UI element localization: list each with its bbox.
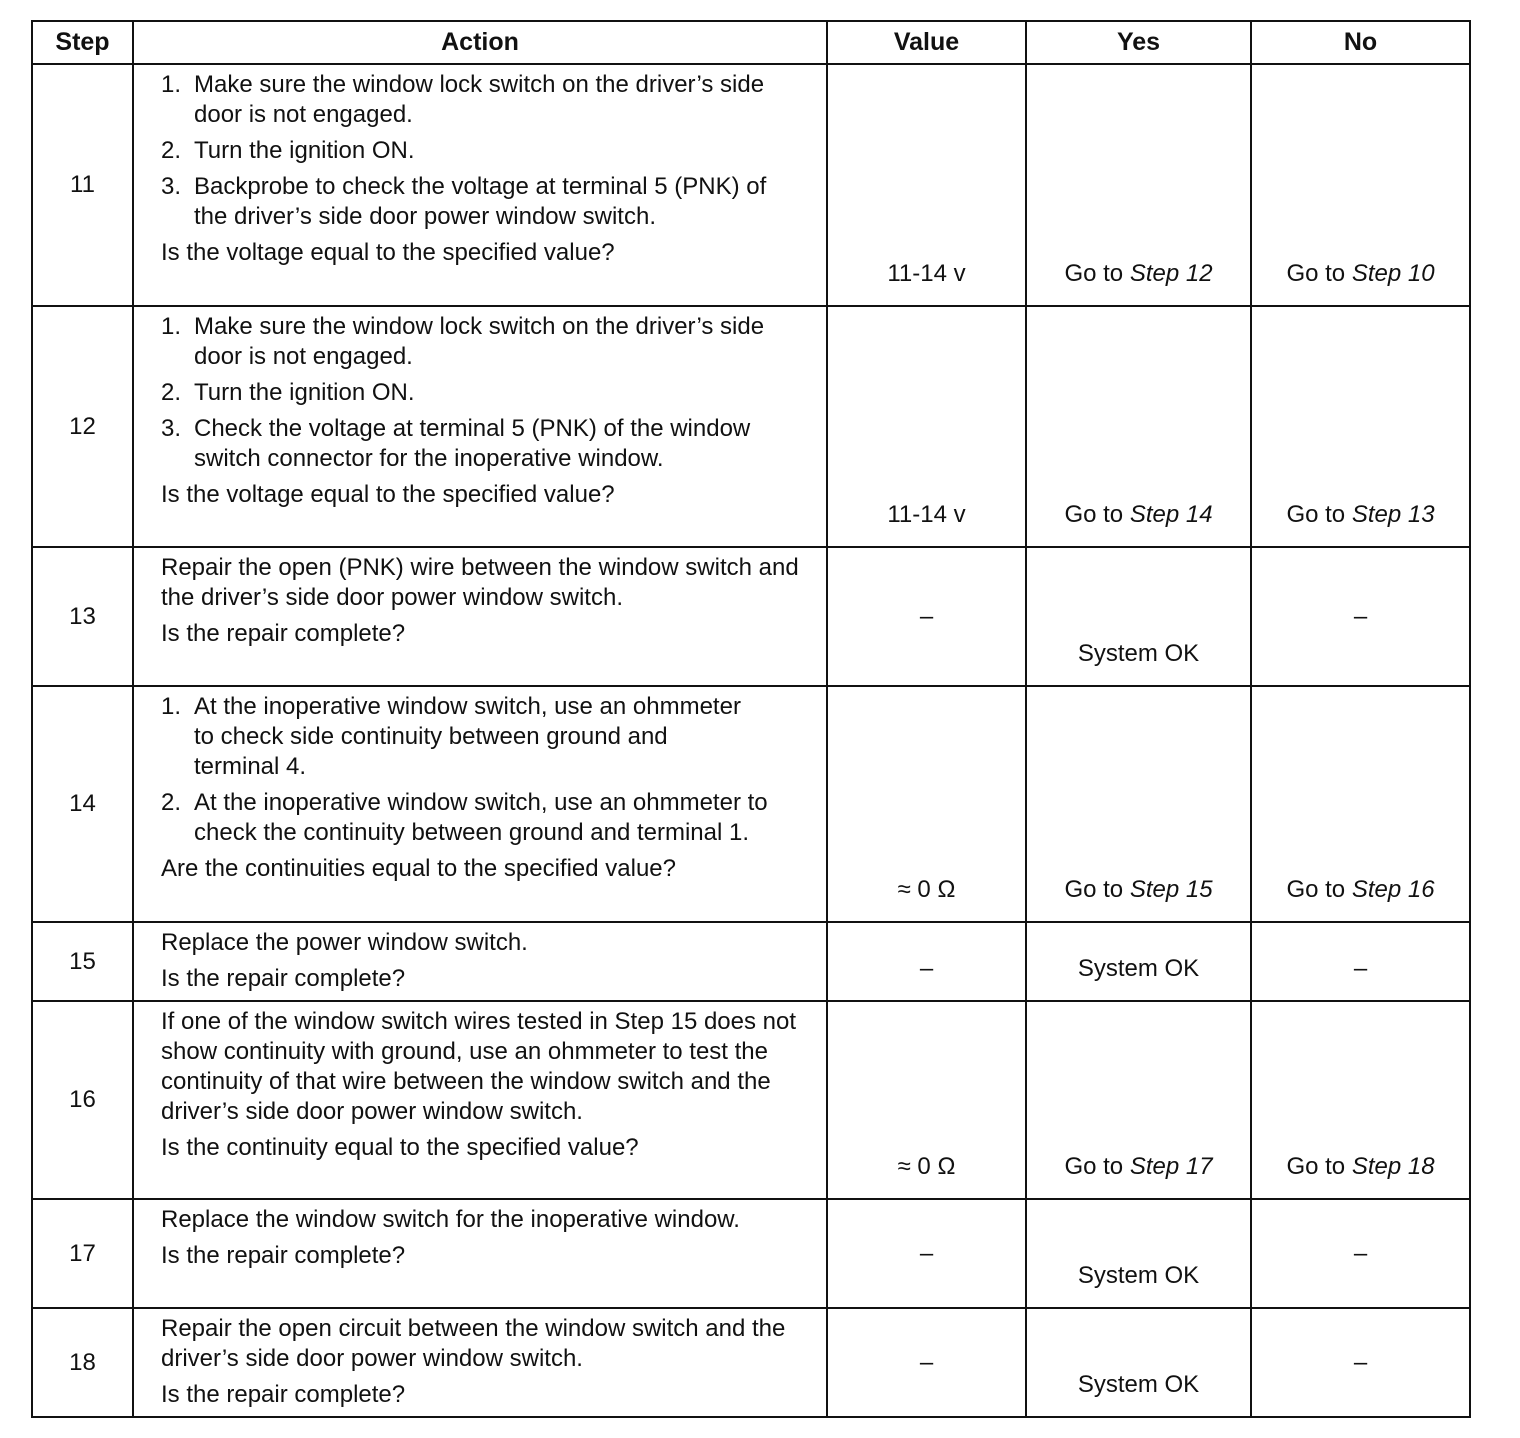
value-cell: ≈ 0 Ω	[827, 1001, 1026, 1199]
step-number: 13	[32, 547, 133, 686]
value-cell: –	[827, 547, 1026, 686]
yes-cell: System OK	[1026, 1308, 1251, 1417]
table-row	[32, 1308, 1470, 1417]
action-item: 1. At the inoperative window switch, use an ohmmeter to check side continuity between ground and terminal 4.	[161, 693, 741, 780]
no-cell: –	[1251, 547, 1470, 686]
step-number: 14	[32, 686, 133, 922]
no-cell: Go to Step 10	[1251, 64, 1470, 306]
action-item: 2. Turn the ignition ON.	[161, 379, 415, 406]
step-number: 16	[32, 1001, 133, 1199]
no-cell: –	[1251, 922, 1470, 1001]
value-cell: 11-14 v	[827, 306, 1026, 547]
no-cell: –	[1251, 1199, 1470, 1308]
action-cell	[133, 547, 827, 686]
action-text: Repair the open circuit between the window switch and the driver’s side door power window switch.	[161, 1315, 786, 1372]
action-item: 3. Check the voltage at terminal 5 (PNK) of the window switch connector for the inoperative window.	[161, 415, 751, 472]
yes-cell: Go to Step 14	[1026, 306, 1251, 547]
header-action: Action	[133, 21, 827, 64]
value-cell: –	[827, 1308, 1026, 1417]
value-cell: –	[827, 922, 1026, 1001]
header-step: Step	[32, 21, 133, 64]
table-row	[32, 1199, 1470, 1308]
action-item: 3. Backprobe to check the voltage at terminal 5 (PNK) of the driver’s side door power window switch.	[161, 173, 767, 230]
action-cell	[133, 922, 827, 1001]
action-cell	[133, 64, 827, 306]
step-number: 11	[32, 64, 133, 306]
step-number: 18	[32, 1308, 133, 1417]
action-cell	[133, 1001, 827, 1199]
table-row	[32, 686, 1470, 922]
diagnostic-table	[31, 20, 1471, 1418]
action-cell	[133, 1308, 827, 1417]
action-text: If one of the window switch wires tested in Step 15 does not show continuity with ground, use an ohmmeter to test the continuity of that wire between the window switch and the driver’s side door power window switch.	[161, 1008, 797, 1125]
no-cell: –	[1251, 1308, 1470, 1417]
table-row	[32, 1001, 1470, 1199]
action-question: Is the voltage equal to the specified value?	[161, 239, 615, 266]
yes-cell: Go to Step 12	[1026, 64, 1251, 306]
yes-cell: Go to Step 15	[1026, 686, 1251, 922]
no-cell: Go to Step 13	[1251, 306, 1470, 547]
action-question: Is the voltage equal to the specified value?	[161, 481, 615, 508]
value-cell: –	[827, 1199, 1026, 1308]
header-no: No	[1251, 21, 1470, 64]
action-cell	[133, 1199, 827, 1308]
action-question: Is the repair complete?	[161, 965, 406, 992]
action-question: Is the repair complete?	[161, 620, 406, 647]
value-cell: ≈ 0 Ω	[827, 686, 1026, 922]
step-number: 12	[32, 306, 133, 547]
action-cell	[133, 686, 827, 922]
action-text: Repair the open (PNK) wire between the window switch and the driver’s side door power window switch.	[161, 554, 799, 611]
action-item: 2. Turn the ignition ON.	[161, 137, 415, 164]
action-question: Is the continuity equal to the specified value?	[161, 1134, 639, 1161]
value-cell: 11-14 v	[827, 64, 1026, 306]
no-cell: Go to Step 18	[1251, 1001, 1470, 1199]
header-row	[32, 21, 1470, 64]
action-question: Is the repair complete?	[161, 1381, 406, 1408]
action-question: Are the continuities equal to the specified value?	[161, 855, 677, 882]
header-yes: Yes	[1026, 21, 1251, 64]
table-row	[32, 922, 1470, 1001]
yes-cell: System OK	[1026, 1199, 1251, 1308]
header-value: Value	[827, 21, 1026, 64]
yes-cell: System OK	[1026, 922, 1251, 1001]
table-row	[32, 306, 1470, 547]
table-row	[32, 547, 1470, 686]
action-text: Replace the power window switch.	[161, 929, 528, 956]
yes-cell: System OK	[1026, 547, 1251, 686]
action-text: Replace the window switch for the inoperative window.	[161, 1206, 740, 1233]
action-item: 1. Make sure the window lock switch on the driver’s side door is not engaged.	[161, 313, 765, 370]
action-item: 1. Make sure the window lock switch on the driver’s side door is not engaged.	[161, 71, 765, 128]
action-item: 2. At the inoperative window switch, use an ohmmeter to check the continuity between ground and terminal 1.	[161, 789, 768, 846]
step-number: 17	[32, 1199, 133, 1308]
action-question: Is the repair complete?	[161, 1242, 406, 1269]
table-row	[32, 64, 1470, 306]
yes-cell: Go to Step 17	[1026, 1001, 1251, 1199]
action-cell	[133, 306, 827, 547]
no-cell: Go to Step 16	[1251, 686, 1470, 922]
step-number: 15	[32, 922, 133, 1001]
